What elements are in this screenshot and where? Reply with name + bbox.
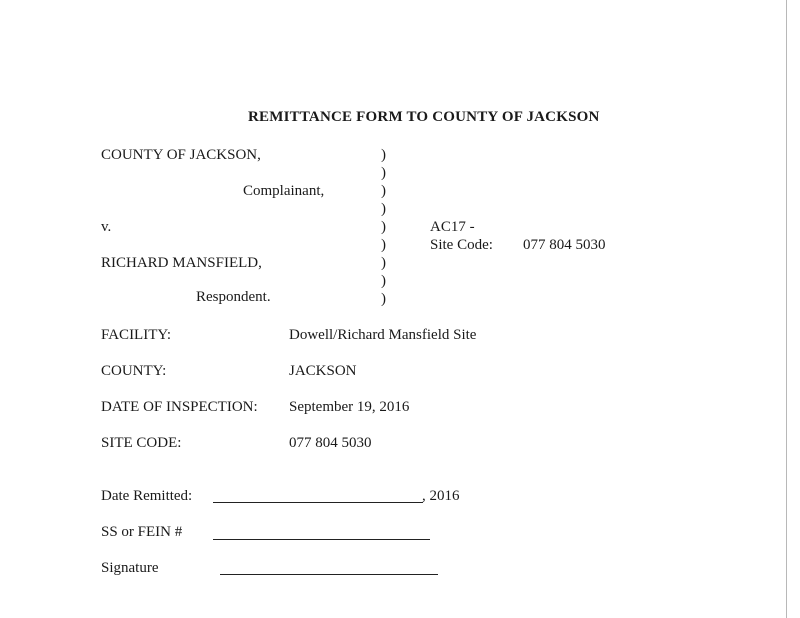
date-remitted-label: Date Remitted: [101,488,193,504]
caption-paren: ) [381,237,386,253]
site-code-value: 077 804 5030 [523,237,606,253]
respondent-name: RICHARD MANSFIELD, [101,255,262,271]
ss-fein-line[interactable] [213,539,430,540]
site-code-label: Site Code: [430,237,493,253]
signature-label: Signature [101,560,159,576]
versus-label: v. [101,219,112,235]
date-remitted-line[interactable] [213,502,423,503]
form-title: REMITTANCE FORM TO COUNTY OF JACKSON [248,109,600,125]
date-remitted-year: , 2016 [422,488,460,504]
caption-paren: ) [381,201,386,217]
detail-label: DATE OF INSPECTION: [101,399,258,415]
complainant-name: COUNTY OF JACKSON, [101,147,261,163]
detail-value: JACKSON [289,363,357,379]
caption-paren: ) [381,255,386,271]
caption-paren: ) [381,183,386,199]
detail-value: Dowell/Richard Mansfield Site [289,327,477,343]
caption-paren: ) [381,147,386,163]
complainant-role: Complainant, [243,183,325,199]
detail-value: 077 804 5030 [289,435,372,451]
detail-value: September 19, 2016 [289,399,410,415]
caption-paren: ) [381,273,386,289]
ss-fein-label: SS or FEIN # [101,524,183,540]
detail-label: COUNTY: [101,363,167,379]
detail-label: SITE CODE: [101,435,182,451]
signature-line[interactable] [220,574,438,575]
caption-paren: ) [381,291,386,307]
case-number: AC17 - [430,219,475,235]
detail-label: FACILITY: [101,327,172,343]
caption-paren: ) [381,165,386,181]
respondent-role: Respondent. [196,289,271,305]
caption-paren: ) [381,219,386,235]
